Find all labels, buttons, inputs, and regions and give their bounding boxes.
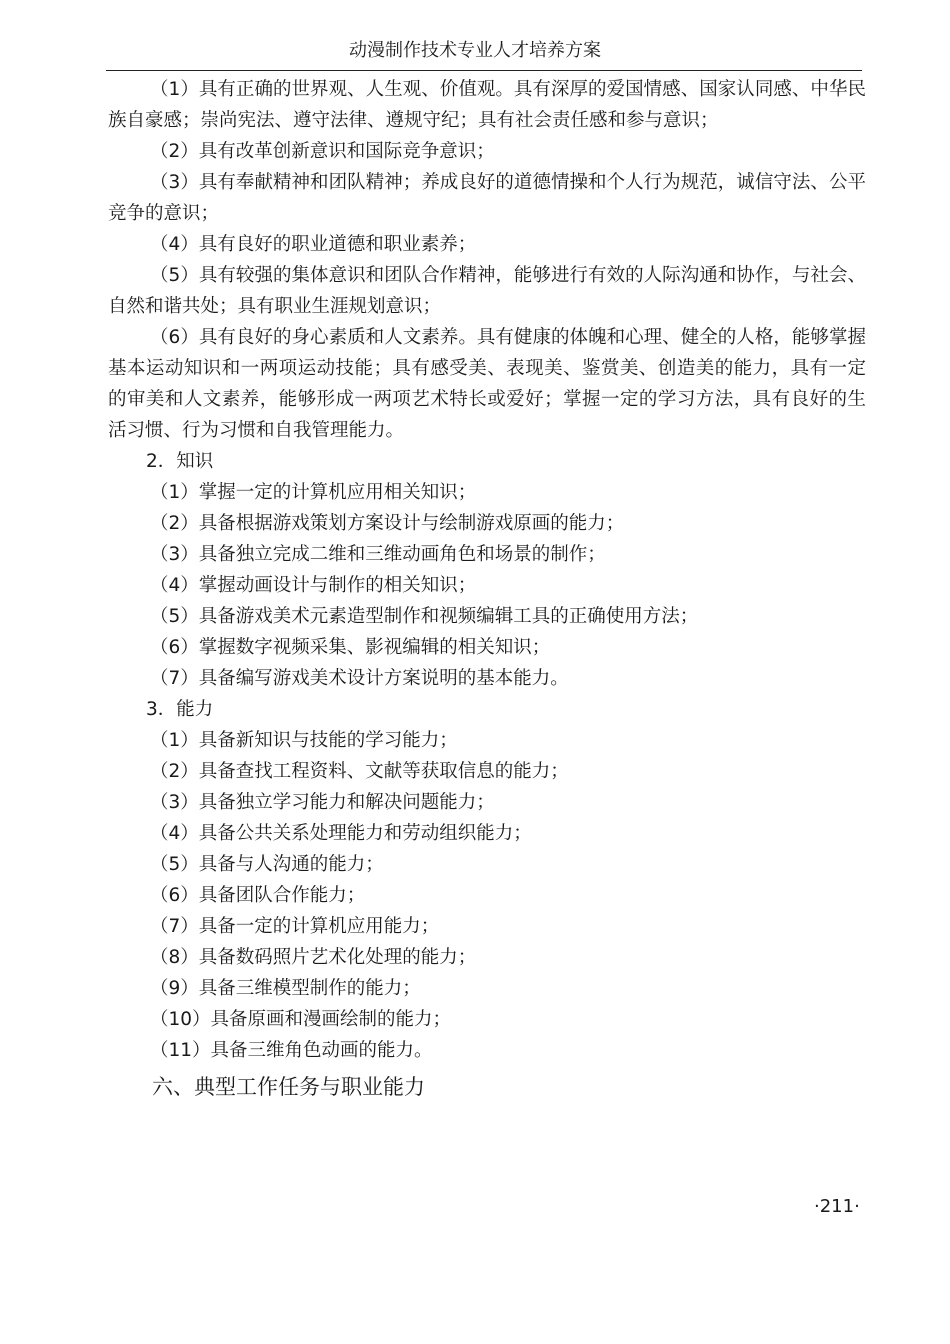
running-header-title: 动漫制作技术专业人才培养方案 <box>349 40 601 61</box>
knowledge-heading: 2．知识 <box>146 451 214 472</box>
section-heading: 六、典型工作任务与职业能力 <box>152 1075 425 1099</box>
ability-item: （1）具备新知识与技能的学习能力； <box>150 730 458 751</box>
ability-item: （11）具备三维角色动画的能力。 <box>150 1040 433 1061</box>
knowledge-item: （7）具备编写游戏美术设计方案说明的基本能力。 <box>150 668 569 689</box>
ability-item: （4）具备公共关系处理能力和劳动组织能力； <box>150 823 532 844</box>
quality-item-2: （2）具有改革创新意识和国际竞争意识； <box>150 141 495 162</box>
ability-heading: 3．能力 <box>146 699 214 720</box>
knowledge-item: （2）具备根据游戏策划方案设计与绘制游戏原画的能力； <box>150 513 625 534</box>
ability-item: （6）具备团队合作能力； <box>150 885 366 906</box>
header-divider <box>106 70 862 71</box>
quality-item-1: （1）具有正确的世界观、人生观、价值观。具有深厚的爱国情感、国家认同感、中华民族自豪感；崇尚宪法、遵守法律、遵规守纪；具有社会责任感和参与意识； <box>108 79 866 131</box>
knowledge-item: （4）掌握动画设计与制作的相关知识； <box>150 575 477 596</box>
ability-item: （10）具备原画和漫画绘制的能力； <box>150 1009 452 1030</box>
ability-item: （5）具备与人沟通的能力； <box>150 854 384 875</box>
quality-item-5: （5）具有较强的集体意识和团队合作精神，能够进行有效的人际沟通和协作，与社会、自然和谐共处；具有职业生涯规划意识； <box>108 265 866 317</box>
quality-item-3: （3）具有奉献精神和团队精神；养成良好的道德情操和个人行为规范，诚信守法、公平竞争的意识； <box>108 172 866 224</box>
knowledge-item: （3）具备独立完成二维和三维动画角色和场景的制作； <box>150 544 606 565</box>
ability-item: （3）具备独立学习能力和解决问题能力； <box>150 792 495 813</box>
ability-item: （8）具备数码照片艺术化处理的能力； <box>150 947 477 968</box>
page-body <box>108 74 866 1066</box>
knowledge-item: （5）具备游戏美术元素造型制作和视频编辑工具的正确使用方法； <box>150 606 699 627</box>
ability-item: （7）具备一定的计算机应用能力； <box>150 916 440 937</box>
knowledge-item: （6）掌握数字视频采集、影视编辑的相关知识； <box>150 637 551 658</box>
ability-item: （2）具备查找工程资料、文献等获取信息的能力； <box>150 761 569 782</box>
quality-item-6: （6）具有良好的身心素质和人文素养。具有健康的体魄和心理、健全的人格，能够掌握基本运动知识和一两项运动技能；具有感受美、表现美、鉴赏美、创造美的能力，具有一定的审美和人文素养，能够形成一两项艺术特长或爱好；掌握一定的学习方法，具有良好的生活习惯、行为习惯和自我管理能力。 <box>108 327 866 441</box>
page-number: ·211· <box>814 1196 860 1217</box>
quality-item-4: （4）具有良好的职业道德和职业素养； <box>150 234 477 255</box>
knowledge-item: （1）掌握一定的计算机应用相关知识； <box>150 482 477 503</box>
ability-item: （9）具备三维模型制作的能力； <box>150 978 421 999</box>
